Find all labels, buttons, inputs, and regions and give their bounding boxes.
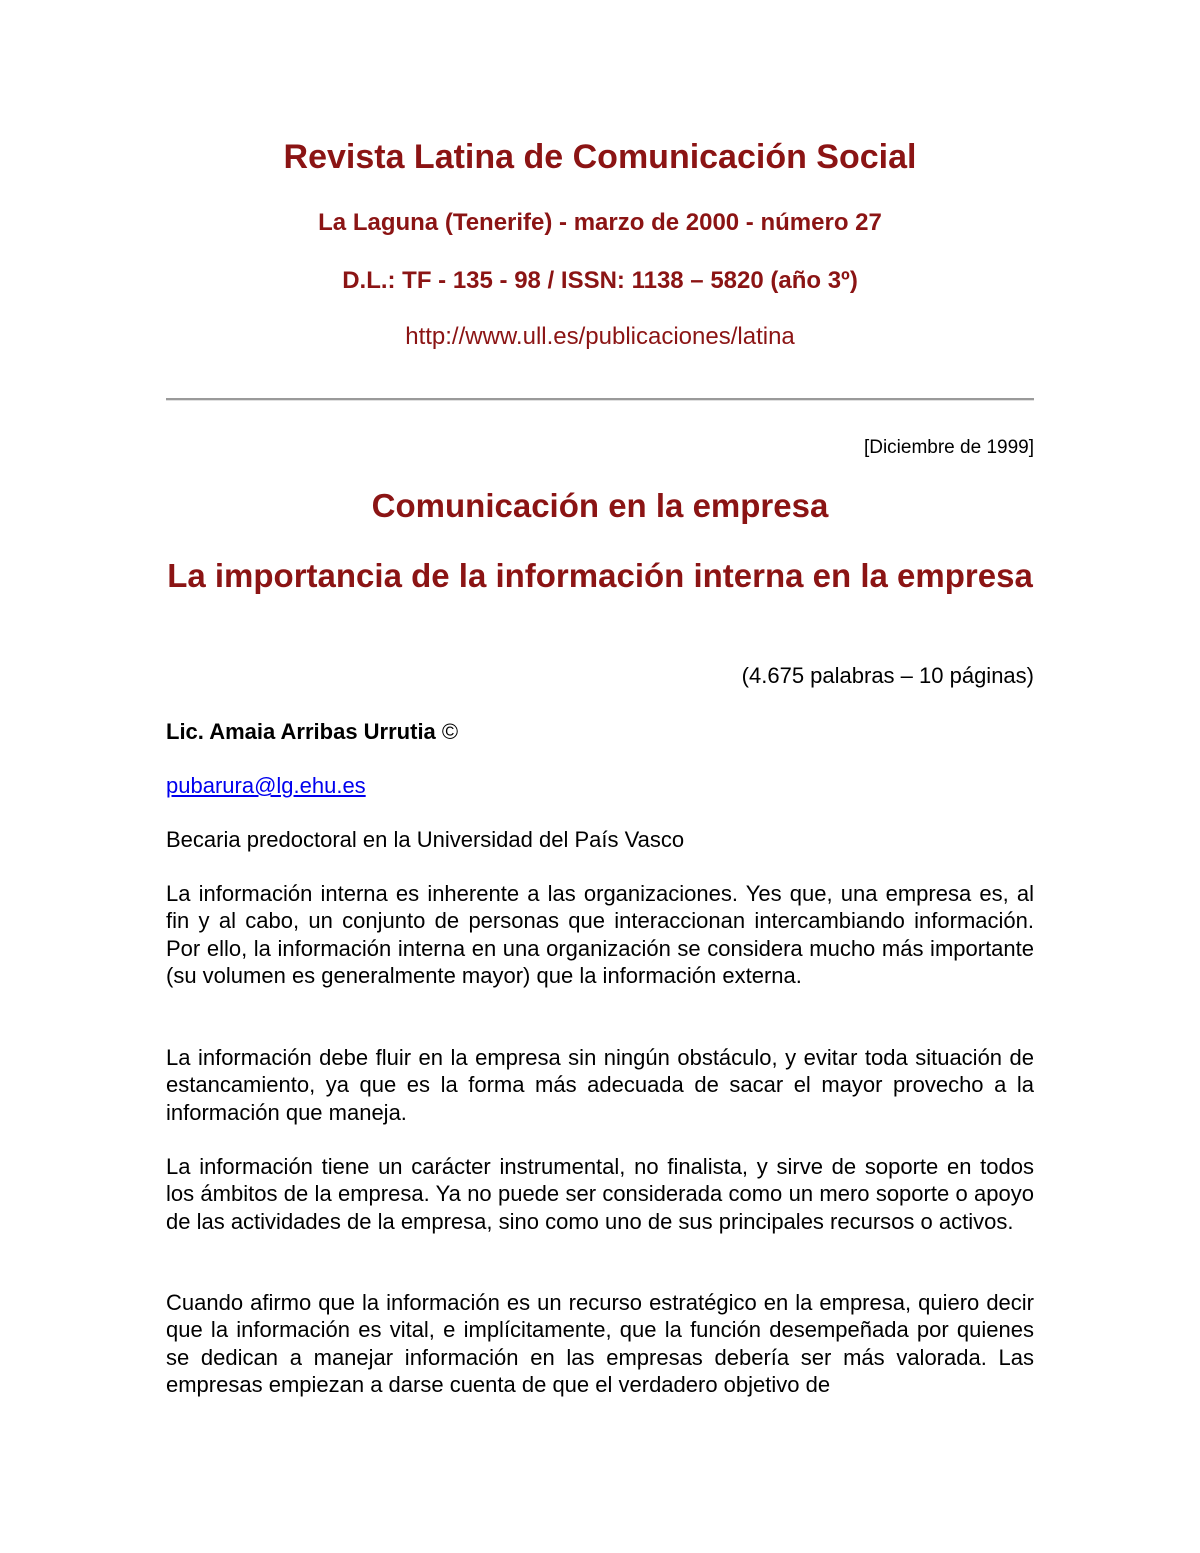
copyright-symbol: © — [441, 719, 459, 744]
journal-url[interactable]: http://www.ull.es/publicaciones/latina — [405, 323, 795, 350]
journal-title: Revista Latina de Comunicación Social — [283, 138, 917, 176]
author-line — [166, 718, 1034, 746]
issue-line: La Laguna (Tenerife) - marzo de 2000 - número 27 — [318, 209, 882, 236]
section-title: Comunicación en la empresa — [371, 487, 829, 524]
body-paragraph: La información interna es inherente a las organizaciones. Yes que, una empresa es, al fin y al cabo, un conjunto de personas que interaccionan intercambiando información. Por ello, la información interna en una organización se considera mucho más importante (su volumen es generalmente mayor) que la información externa. — [166, 881, 1034, 989]
author-email-link[interactable]: pubarura@lg.ehu.es — [166, 773, 366, 798]
article-date: [Diciembre de 1999] — [863, 437, 1034, 458]
author-affiliation: Becaria predoctoral en la Universidad del País Vasco — [166, 827, 685, 852]
author-name: Lic. Amaia Arribas Urrutia — [166, 719, 436, 744]
horizontal-divider — [166, 398, 1034, 401]
article-title: La importancia de la información interna en la empresa — [167, 557, 1033, 594]
body-paragraph: La información tiene un carácter instrumental, no finalista, y sirve de soporte en todos los ámbitos de la empresa. Ya no puede ser considerada como un mero soporte o apoyo de las actividades de la empresa, sino como uno de sus principales recursos o activos. — [166, 1154, 1034, 1234]
body-paragraph: La información debe fluir en la empresa sin ningún obstáculo, y evitar toda situación de estancamiento, ya que es la forma más adecuada de sacar el mayor provecho a la información que maneja. — [166, 1045, 1034, 1125]
body-paragraph: Cuando afirmo que la información es un recurso estratégico en la empresa, quiero decir que la información es vital, e implícitamente, que la función desempeñada por quienes se dedican a manejar información en las empresas debería ser más valorada. Las empresas empiezan a darse cuenta de que el verdadero objetivo de — [166, 1290, 1034, 1398]
word-count: (4.675 palabras – 10 páginas) — [741, 663, 1034, 688]
legal-deposit-line: D.L.: TF - 135 - 98 / ISSN: 1138 – 5820 (año 3º) — [342, 267, 858, 294]
